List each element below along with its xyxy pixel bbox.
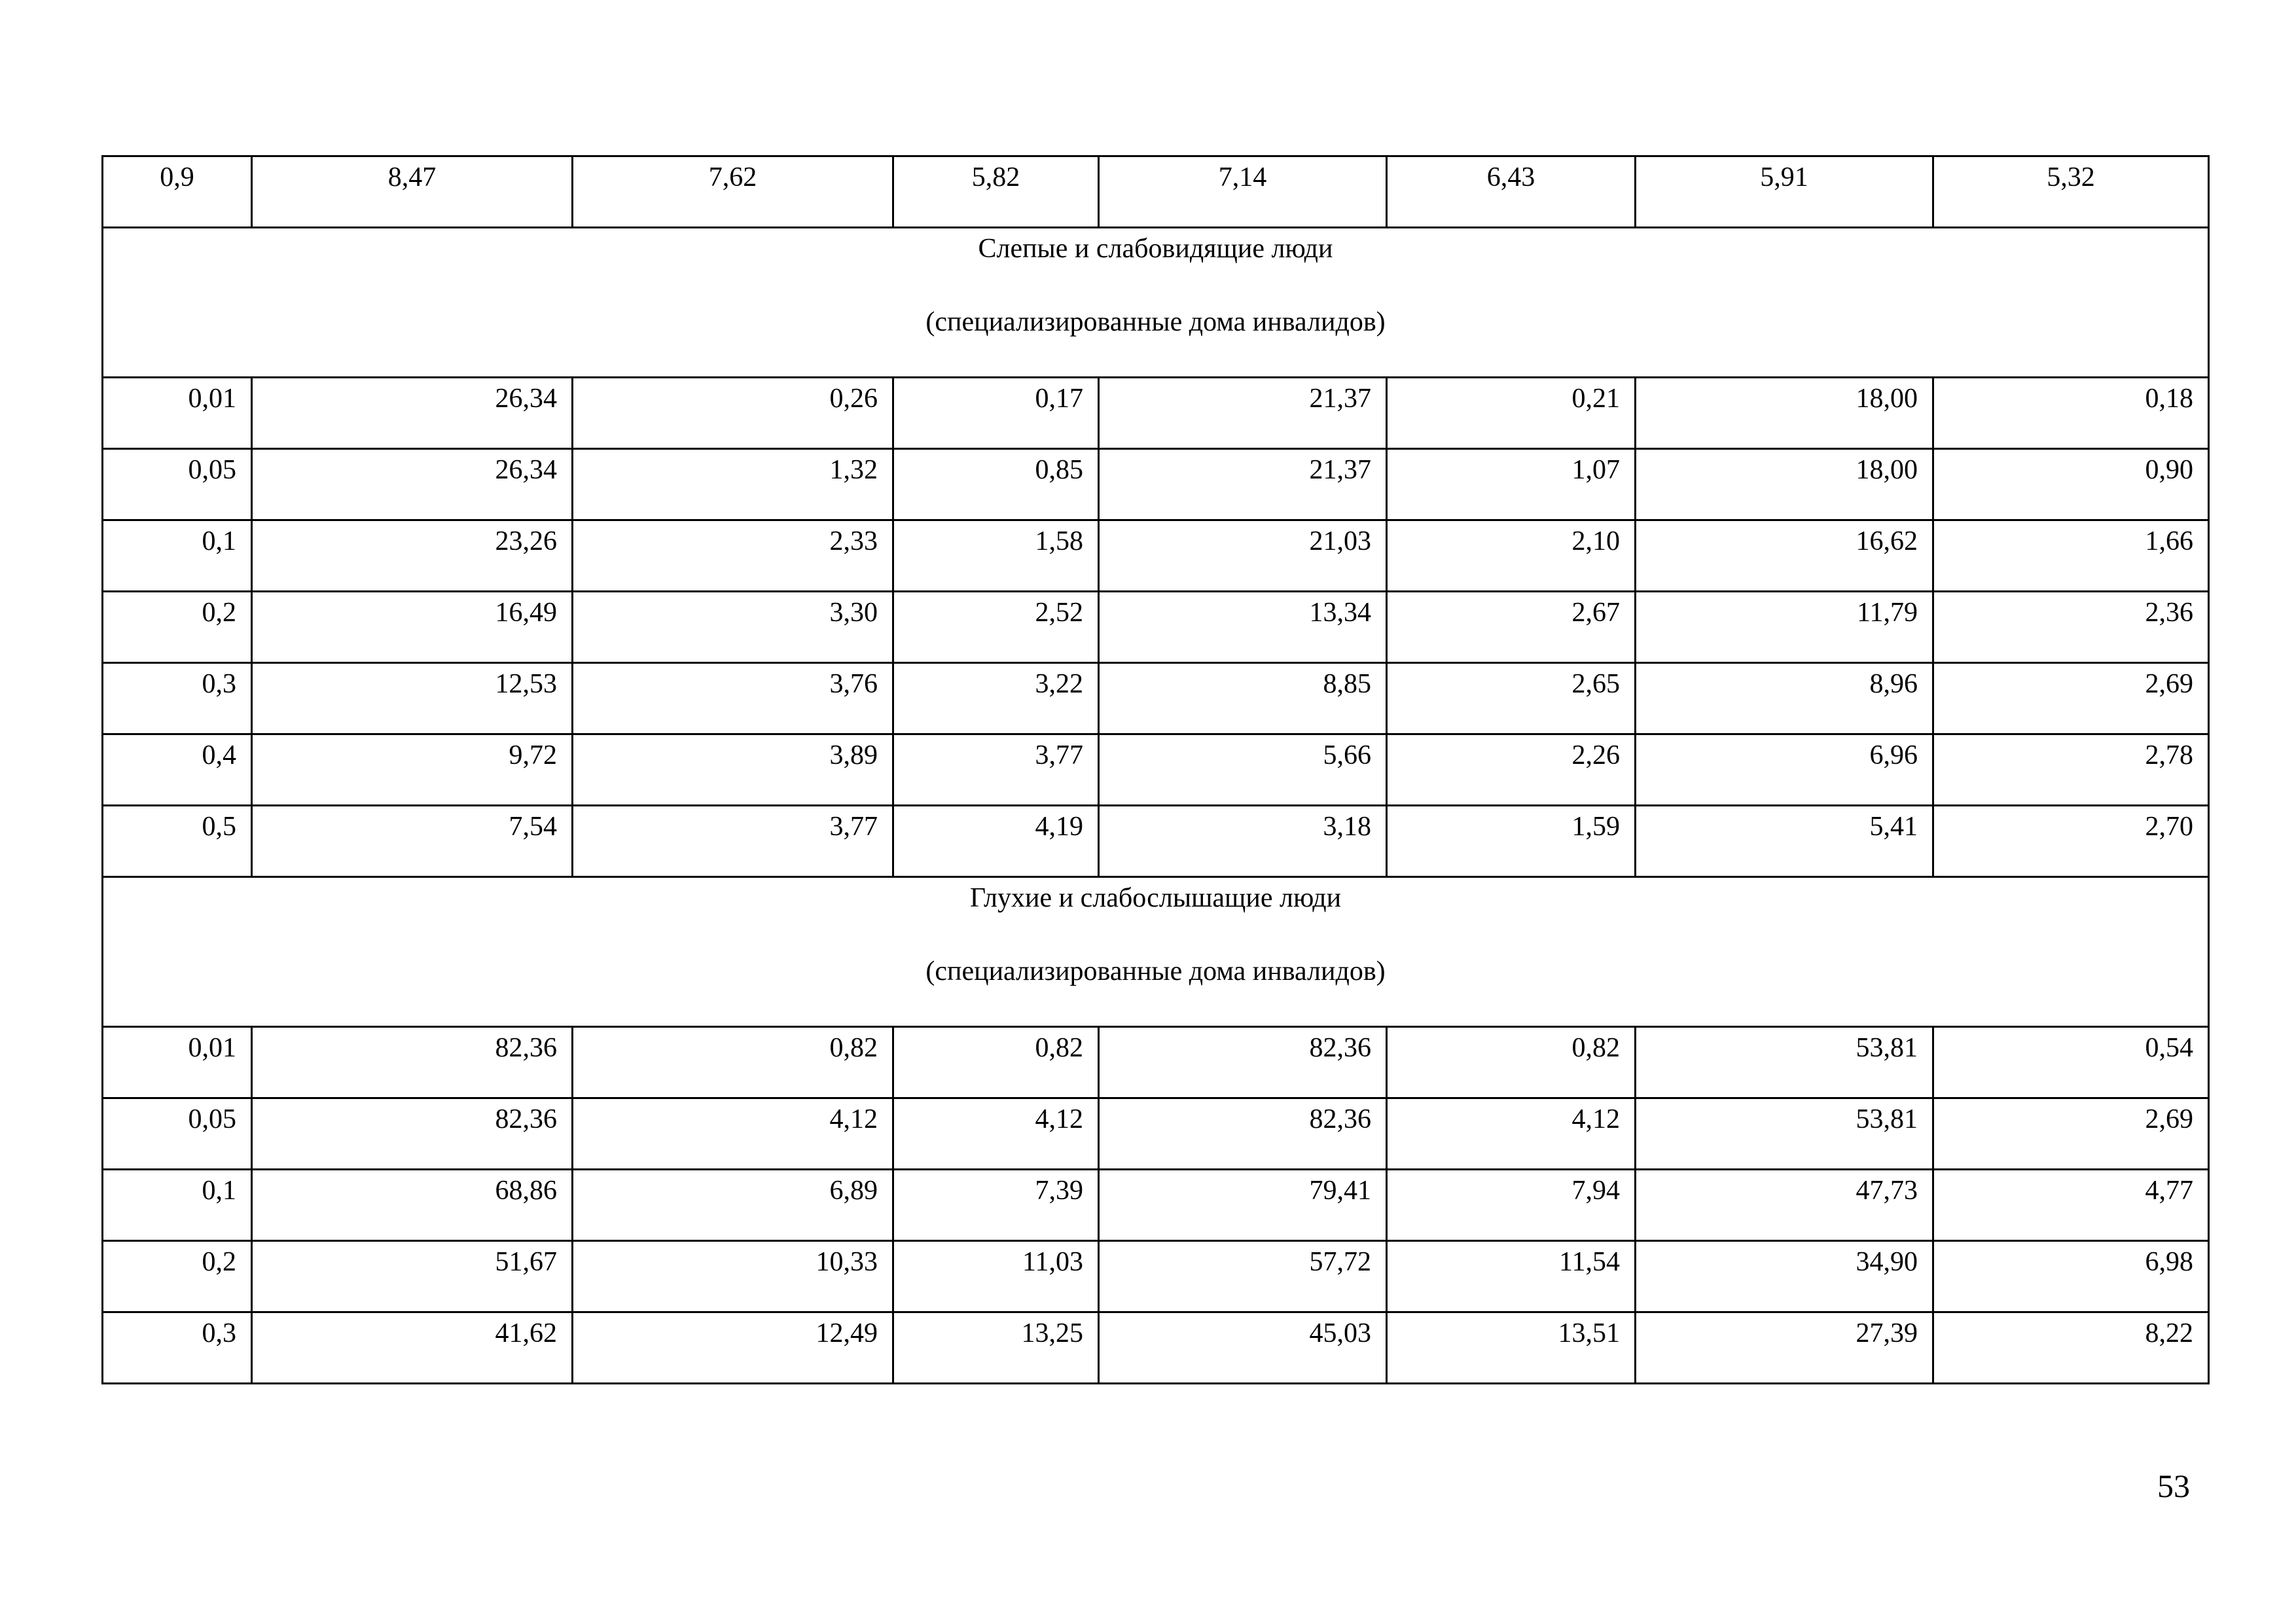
- table-cell: 5,41: [1636, 806, 1933, 877]
- table-cell: 5,32: [1933, 156, 2209, 228]
- table-cell: 26,34: [252, 449, 573, 520]
- section-subtitle: (специализированные дома инвалидов): [925, 307, 1386, 337]
- table-cell: 18,00: [1636, 449, 1933, 520]
- table-cell: 0,85: [893, 449, 1099, 520]
- table-cell: 47,73: [1636, 1170, 1933, 1241]
- table-cell: 0,21: [1387, 378, 1636, 449]
- table-cell: 0,05: [103, 449, 252, 520]
- table-row: [103, 806, 2209, 877]
- table-cell: 0,5: [103, 806, 252, 877]
- table-cell: 21,37: [1099, 378, 1387, 449]
- table-cell: 2,70: [1933, 806, 2209, 877]
- section-header-row: [103, 877, 2209, 1027]
- table-cell: 0,1: [103, 520, 252, 592]
- table-cell: 0,01: [103, 1027, 252, 1098]
- table-cell: 82,36: [1099, 1098, 1387, 1170]
- table-row: [103, 592, 2209, 663]
- table-cell: 0,2: [103, 592, 252, 663]
- section-title: Глухие и слабослышащие люди: [969, 883, 1342, 913]
- table-cell: 13,25: [893, 1312, 1099, 1384]
- table-row: [103, 734, 2209, 806]
- table-cell: 6,43: [1387, 156, 1636, 228]
- table-cell: 12,53: [252, 663, 573, 734]
- table-cell: 5,82: [893, 156, 1099, 228]
- table-cell: 1,58: [893, 520, 1099, 592]
- table-cell: 0,3: [103, 663, 252, 734]
- table-cell: 7,94: [1387, 1170, 1636, 1241]
- section-header-cell: [103, 877, 2209, 1027]
- table-cell: 0,9: [103, 156, 252, 228]
- table-cell: 3,30: [573, 592, 893, 663]
- table-cell: 1,32: [573, 449, 893, 520]
- table-cell: 11,79: [1636, 592, 1933, 663]
- table-cell: 7,14: [1099, 156, 1387, 228]
- table-cell: 4,12: [1387, 1098, 1636, 1170]
- table-cell: 4,12: [573, 1098, 893, 1170]
- table-cell: 34,90: [1636, 1241, 1933, 1312]
- table-row: [103, 449, 2209, 520]
- section-header-row: [103, 228, 2209, 378]
- table-cell: 2,78: [1933, 734, 2209, 806]
- table-cell: 45,03: [1099, 1312, 1387, 1384]
- table-cell: 8,47: [252, 156, 573, 228]
- table-cell: 2,69: [1933, 1098, 2209, 1170]
- table-row: [103, 1098, 2209, 1170]
- table-cell: 82,36: [1099, 1027, 1387, 1098]
- table-cell: 26,34: [252, 378, 573, 449]
- table-cell: 82,36: [252, 1098, 573, 1170]
- table-cell: 1,66: [1933, 520, 2209, 592]
- table-cell: 6,98: [1933, 1241, 2209, 1312]
- table-cell: 2,65: [1387, 663, 1636, 734]
- table-cell: 3,22: [893, 663, 1099, 734]
- table-cell: 57,72: [1099, 1241, 1387, 1312]
- table-cell: 0,05: [103, 1098, 252, 1170]
- table-cell: 6,96: [1636, 734, 1933, 806]
- section-header-cell: [103, 228, 2209, 378]
- table-cell: 5,66: [1099, 734, 1387, 806]
- table-cell: 7,54: [252, 806, 573, 877]
- table-cell: 13,34: [1099, 592, 1387, 663]
- table-cell: 3,76: [573, 663, 893, 734]
- table-cell: 8,22: [1933, 1312, 2209, 1384]
- table-cell: 4,77: [1933, 1170, 2209, 1241]
- table-cell: 82,36: [252, 1027, 573, 1098]
- table-cell: 0,82: [1387, 1027, 1636, 1098]
- table-row: [103, 1170, 2209, 1241]
- table-cell: 0,18: [1933, 378, 2209, 449]
- table-cell: 0,82: [893, 1027, 1099, 1098]
- table-cell: 2,36: [1933, 592, 2209, 663]
- table-cell: 53,81: [1636, 1098, 1933, 1170]
- table-cell: 0,26: [573, 378, 893, 449]
- table-row: [103, 378, 2209, 449]
- table-cell: 3,77: [893, 734, 1099, 806]
- table-cell: 68,86: [252, 1170, 573, 1241]
- section-subtitle: (специализированные дома инвалидов): [925, 956, 1386, 986]
- table-cell: 0,01: [103, 378, 252, 449]
- table-cell: 23,26: [252, 520, 573, 592]
- table-cell: 16,49: [252, 592, 573, 663]
- table-cell: 4,12: [893, 1098, 1099, 1170]
- table-cell: 16,62: [1636, 520, 1933, 592]
- table-cell: 5,91: [1636, 156, 1933, 228]
- table-cell: 53,81: [1636, 1027, 1933, 1098]
- table-cell: 2,26: [1387, 734, 1636, 806]
- table-row: [103, 156, 2209, 228]
- section-title: Слепые и слабовидящие люди: [978, 234, 1333, 264]
- table-body: [103, 156, 2209, 1384]
- table-cell: 27,39: [1636, 1312, 1933, 1384]
- table-cell: 4,19: [893, 806, 1099, 877]
- table-cell: 0,90: [1933, 449, 2209, 520]
- table-cell: 0,54: [1933, 1027, 2209, 1098]
- table-cell: 0,4: [103, 734, 252, 806]
- table-cell: 3,18: [1099, 806, 1387, 877]
- table-cell: 2,33: [573, 520, 893, 592]
- page-number: 53: [2157, 1468, 2190, 1504]
- table-cell: 7,62: [573, 156, 893, 228]
- table-row: [103, 663, 2209, 734]
- table-row: [103, 1312, 2209, 1384]
- table-cell: 2,67: [1387, 592, 1636, 663]
- table-cell: 79,41: [1099, 1170, 1387, 1241]
- table-cell: 1,59: [1387, 806, 1636, 877]
- table-cell: 7,39: [893, 1170, 1099, 1241]
- table-cell: 0,3: [103, 1312, 252, 1384]
- table-cell: 12,49: [573, 1312, 893, 1384]
- table-row: [103, 1027, 2209, 1098]
- table-cell: 13,51: [1387, 1312, 1636, 1384]
- table-cell: 9,72: [252, 734, 573, 806]
- table-cell: 0,17: [893, 378, 1099, 449]
- table-cell: 1,07: [1387, 449, 1636, 520]
- table-cell: 2,69: [1933, 663, 2209, 734]
- table-cell: 21,03: [1099, 520, 1387, 592]
- table-cell: 21,37: [1099, 449, 1387, 520]
- table-cell: 3,89: [573, 734, 893, 806]
- data-table: [101, 155, 2210, 1384]
- table-cell: 41,62: [252, 1312, 573, 1384]
- table-cell: 2,52: [893, 592, 1099, 663]
- table-cell: 6,89: [573, 1170, 893, 1241]
- table-cell: 18,00: [1636, 378, 1933, 449]
- table-cell: 11,03: [893, 1241, 1099, 1312]
- table-cell: 8,85: [1099, 663, 1387, 734]
- table-cell: 0,1: [103, 1170, 252, 1241]
- table-cell: 8,96: [1636, 663, 1933, 734]
- table-cell: 11,54: [1387, 1241, 1636, 1312]
- table-cell: 51,67: [252, 1241, 573, 1312]
- table-row: [103, 1241, 2209, 1312]
- table-cell: 2,10: [1387, 520, 1636, 592]
- table-cell: 10,33: [573, 1241, 893, 1312]
- table-row: [103, 520, 2209, 592]
- table-cell: 0,82: [573, 1027, 893, 1098]
- table-cell: 3,77: [573, 806, 893, 877]
- table-cell: 0,2: [103, 1241, 252, 1312]
